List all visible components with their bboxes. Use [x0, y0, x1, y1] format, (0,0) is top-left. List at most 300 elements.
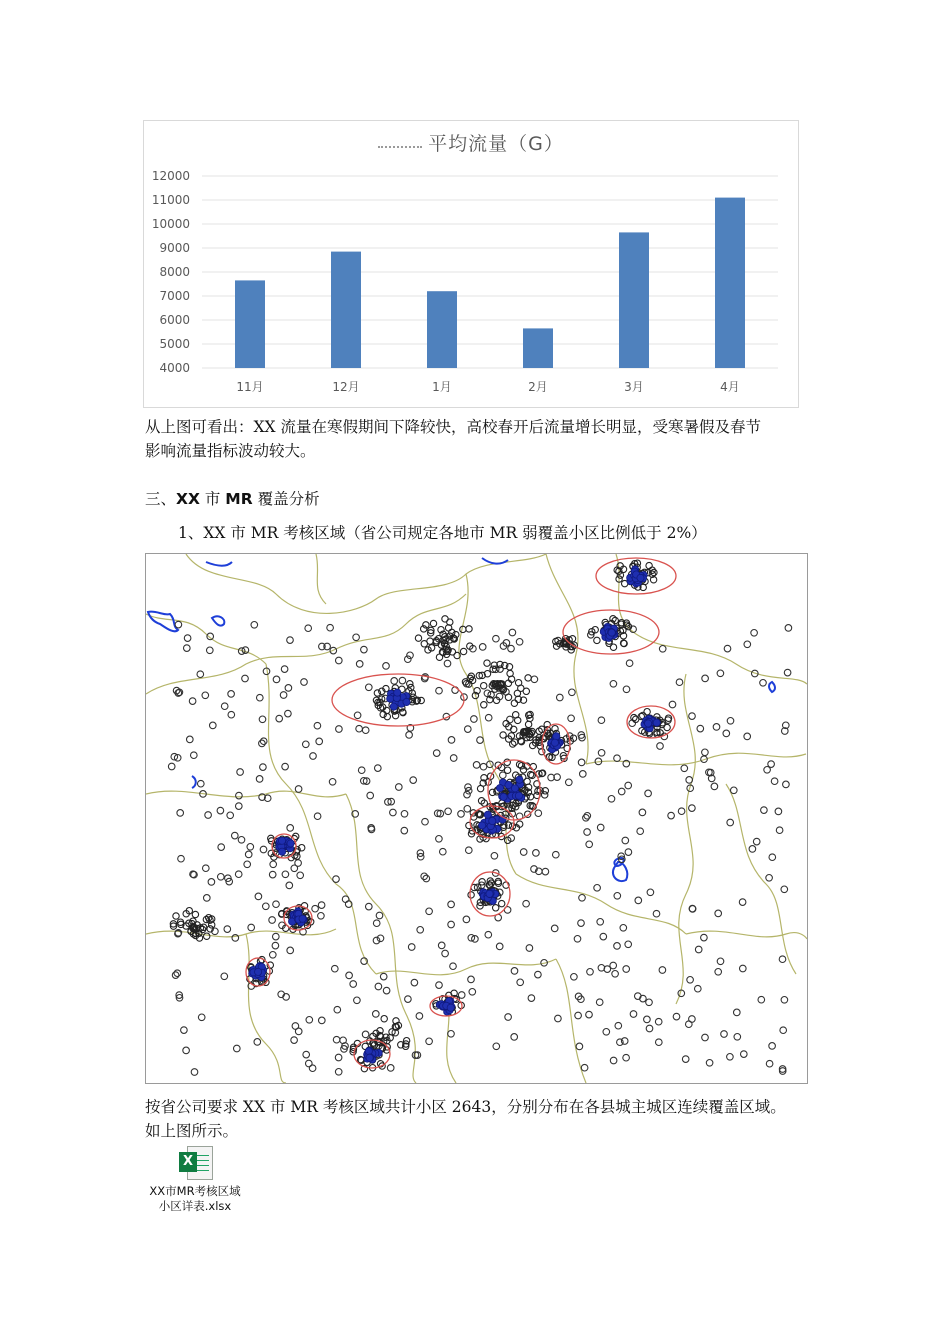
cell-marker	[415, 635, 421, 641]
cell-marker	[207, 647, 214, 654]
cell-marker	[358, 767, 365, 774]
cell-marker	[263, 903, 270, 910]
cell-marker	[282, 871, 289, 878]
cell-marker	[600, 933, 607, 940]
cell-marker	[202, 692, 209, 699]
cell-marker	[197, 671, 204, 678]
cell-marker	[468, 892, 474, 898]
cluster-point	[486, 890, 493, 897]
cell-marker	[734, 1034, 741, 1041]
cell-marker	[516, 639, 523, 646]
cell-marker	[383, 663, 390, 670]
cell-marker	[191, 1069, 198, 1076]
cell-marker	[234, 1045, 241, 1052]
cluster-point	[505, 781, 512, 788]
cell-marker	[273, 676, 280, 683]
cell-marker	[236, 792, 243, 799]
cell-marker	[695, 985, 702, 992]
cell-marker	[319, 1017, 326, 1024]
cell-marker	[236, 803, 243, 810]
cell-marker	[384, 707, 390, 713]
cell-marker	[526, 945, 533, 952]
cell-marker	[458, 992, 465, 999]
cell-marker	[625, 782, 632, 789]
cell-marker	[721, 1031, 728, 1038]
cell-marker	[327, 624, 334, 631]
cell-marker	[575, 1012, 582, 1019]
cluster-point	[653, 719, 660, 726]
assessment-summary-line-1: 按省公司要求 XX 市 MR 考核区域共计小区 2643，分别分布在各县城主城区连续覆盖区域。	[145, 1098, 786, 1116]
cell-marker	[227, 812, 234, 819]
excel-file-icon[interactable]	[179, 1146, 211, 1180]
attachment-filename[interactable]	[140, 1184, 250, 1214]
cell-marker	[702, 675, 709, 682]
chart-title-text: 平均流量（G）	[428, 133, 564, 155]
cell-marker	[659, 646, 666, 653]
cell-marker	[204, 933, 210, 939]
cell-marker	[342, 896, 349, 903]
cell-marker	[625, 941, 632, 948]
cell-marker	[551, 925, 558, 932]
cell-marker	[256, 776, 263, 783]
cell-marker	[399, 677, 406, 684]
cell-marker	[387, 1065, 394, 1072]
cell-marker	[496, 943, 503, 950]
y-tick-label: 5000	[159, 337, 190, 351]
cell-marker	[511, 1034, 518, 1041]
cell-marker	[484, 660, 490, 666]
cell-marker	[586, 1011, 593, 1018]
cell-marker	[493, 1043, 500, 1050]
cell-marker	[285, 685, 292, 692]
cell-marker	[520, 849, 527, 856]
cell-marker	[175, 621, 182, 628]
cell-marker	[681, 765, 688, 772]
cell-marker	[493, 635, 500, 642]
cell-marker	[426, 908, 433, 915]
cell-marker	[678, 808, 685, 815]
cluster-point	[366, 1054, 373, 1061]
cell-marker	[727, 819, 734, 826]
cell-marker	[198, 780, 205, 787]
cell-marker	[505, 1014, 512, 1021]
x-tick-label: 4月	[720, 380, 740, 394]
cell-marker	[727, 718, 734, 725]
cell-marker	[260, 764, 267, 771]
cell-marker	[242, 675, 249, 682]
cell-marker	[218, 874, 225, 881]
cluster-point	[387, 695, 394, 702]
cell-marker	[245, 851, 252, 858]
cell-marker	[760, 680, 767, 687]
cell-marker	[199, 926, 205, 932]
cell-marker	[291, 865, 298, 872]
cell-marker	[373, 920, 380, 927]
cell-marker	[578, 920, 585, 927]
cell-marker	[436, 836, 443, 843]
dense-cell-clusters	[249, 566, 661, 1063]
cell-marker	[221, 703, 228, 710]
cell-marker	[273, 901, 280, 908]
bar-2	[331, 252, 361, 368]
cell-marker	[581, 1064, 588, 1071]
cell-marker	[228, 711, 235, 718]
cell-marker	[597, 919, 604, 926]
cell-marker	[637, 828, 644, 835]
chart-canvas	[144, 121, 798, 407]
cell-marker	[183, 1047, 190, 1054]
cell-marker	[270, 952, 277, 959]
cell-marker	[697, 725, 704, 732]
subsection-heading: 1、XX 市 MR 考核区域（省公司规定各地市 MR 弱覆盖小区比例低于 2%）	[178, 524, 707, 542]
cell-marker	[465, 726, 472, 733]
cluster-point	[403, 698, 410, 705]
cluster-point	[255, 968, 262, 975]
cell-marker	[653, 910, 660, 917]
cell-marker	[450, 963, 457, 970]
cell-marker	[375, 765, 382, 772]
cell-marker	[367, 792, 374, 799]
cell-marker	[422, 818, 429, 825]
cell-marker	[724, 645, 731, 652]
cell-marker	[583, 815, 590, 822]
cell-marker	[440, 848, 447, 855]
y-tick-label: 8000	[159, 265, 190, 279]
cell-marker	[335, 1054, 342, 1061]
cluster-point	[479, 822, 486, 829]
cell-marker	[306, 1017, 313, 1024]
cell-marker	[303, 741, 310, 748]
cell-marker	[535, 810, 542, 817]
cell-marker	[656, 1039, 663, 1046]
cell-marker	[711, 783, 718, 790]
cell-marker	[623, 1054, 630, 1061]
cluster-point	[390, 703, 397, 710]
cell-marker	[508, 645, 515, 652]
cell-marker	[380, 973, 387, 980]
bar-5	[619, 232, 649, 368]
cell-marker	[204, 895, 211, 902]
cell-marker	[187, 736, 194, 743]
cell-marker	[273, 933, 280, 940]
y-tick-label: 7000	[159, 289, 190, 303]
cell-marker	[251, 622, 258, 629]
attachment-filename-line-2: 小区详表.xlsx	[158, 1199, 232, 1213]
section-city-placeholder: XX	[176, 490, 200, 508]
cell-marker	[686, 777, 693, 784]
cluster-point	[484, 811, 491, 818]
cell-marker	[189, 698, 196, 705]
cell-marker	[669, 701, 676, 708]
cell-marker	[329, 779, 336, 786]
cell-marker	[198, 1014, 205, 1021]
cell-marker	[287, 825, 294, 832]
cell-marker	[448, 1031, 455, 1038]
cell-marker	[473, 762, 480, 769]
cell-marker	[346, 972, 353, 979]
cell-marker	[761, 807, 768, 814]
mr-coverage-map	[145, 553, 808, 1084]
cell-marker	[168, 763, 175, 770]
cell-marker	[390, 809, 397, 816]
cell-marker	[361, 646, 368, 653]
section-heading	[145, 487, 320, 511]
cell-marker	[620, 925, 627, 932]
cell-marker	[303, 1051, 310, 1058]
excel-attachment[interactable]	[140, 1146, 250, 1214]
cell-marker	[375, 983, 382, 990]
cell-marker	[480, 763, 487, 770]
cell-marker	[460, 648, 466, 654]
cell-marker	[184, 645, 191, 652]
cell-marker	[458, 811, 465, 818]
bar-4	[523, 328, 553, 368]
cell-marker	[780, 1027, 787, 1034]
cell-marker	[401, 811, 408, 818]
cell-marker	[228, 691, 235, 698]
cell-marker	[281, 666, 288, 673]
y-tick-label: 12000	[151, 169, 190, 183]
cluster-point	[516, 776, 523, 783]
cell-marker	[224, 926, 231, 933]
cell-marker	[316, 738, 323, 745]
cell-marker	[450, 755, 457, 762]
cell-marker	[579, 895, 586, 902]
cell-marker	[625, 849, 632, 856]
assessment-summary-paragraph	[145, 1095, 810, 1143]
cell-marker	[463, 916, 470, 923]
cell-marker	[525, 675, 531, 681]
cell-marker	[235, 871, 242, 878]
x-tick-label: 11月	[236, 380, 264, 394]
cell-marker	[608, 796, 615, 803]
cell-marker	[615, 1022, 622, 1029]
cell-marker	[702, 1034, 709, 1041]
cell-marker	[555, 1015, 562, 1022]
cell-marker	[269, 871, 276, 878]
cell-marker	[612, 971, 619, 978]
traffic-bar-chart	[143, 120, 799, 408]
cell-marker	[614, 893, 621, 900]
cell-marker	[702, 749, 709, 756]
cell-marker	[569, 689, 576, 696]
cell-marker	[354, 712, 361, 719]
cell-marker	[491, 853, 498, 860]
cell-marker	[318, 902, 325, 909]
y-tick-label: 4000	[159, 361, 190, 375]
cell-marker	[571, 974, 578, 981]
bar-3	[427, 291, 457, 368]
cell-marker	[448, 737, 455, 744]
cell-marker	[610, 1057, 617, 1064]
cell-marker	[362, 1031, 369, 1038]
cell-marker	[576, 1043, 583, 1050]
cell-marker	[448, 901, 455, 908]
cell-marker	[314, 813, 321, 820]
cell-marker	[232, 935, 239, 942]
cell-marker	[499, 900, 505, 906]
cell-marker	[523, 900, 530, 907]
cell-marker	[644, 709, 650, 715]
section-city-word: 市	[199, 490, 226, 508]
cell-marker	[481, 702, 487, 708]
chart-title-smudge	[378, 142, 422, 148]
cell-marker	[535, 971, 542, 978]
cell-marker	[477, 737, 484, 744]
cell-marker	[356, 725, 363, 732]
cell-marker	[510, 741, 516, 747]
water-features	[148, 558, 775, 881]
cell-marker	[177, 810, 184, 817]
cell-marker	[406, 732, 413, 739]
cell-marker	[744, 641, 751, 648]
cell-marker	[701, 934, 708, 941]
cell-marker	[477, 785, 483, 791]
cell-marker	[285, 710, 292, 717]
excel-badge: X	[179, 1152, 197, 1172]
cell-marker	[340, 1037, 347, 1044]
cell-marker	[287, 637, 294, 644]
cell-marker	[469, 989, 476, 996]
cell-marker	[445, 808, 452, 815]
cell-marker	[484, 690, 491, 697]
cell-marker	[383, 987, 390, 994]
cluster-point	[489, 817, 496, 824]
cell-marker	[270, 861, 277, 868]
cell-marker	[646, 999, 653, 1006]
cell-marker	[597, 824, 604, 831]
cell-marker	[695, 946, 702, 953]
cell-marker	[442, 950, 449, 957]
section-title-suffix: 覆盖分析	[252, 490, 320, 508]
cell-marker	[758, 996, 765, 1003]
cell-marker	[410, 777, 417, 784]
cell-marker	[408, 944, 415, 951]
cell-marker	[507, 670, 513, 676]
cell-marker	[587, 969, 594, 976]
cell-marker	[354, 997, 361, 1004]
cell-marker	[257, 694, 264, 701]
cell-marker	[485, 714, 492, 721]
cell-markers	[168, 560, 791, 1075]
cell-marker	[292, 1023, 299, 1030]
x-tick-label: 2月	[528, 380, 548, 394]
cell-marker	[734, 1009, 741, 1016]
cell-marker	[781, 997, 788, 1004]
cell-marker	[238, 837, 245, 844]
cell-marker	[689, 905, 696, 912]
cell-marker	[254, 1039, 261, 1046]
cell-marker	[353, 634, 360, 641]
cell-marker	[464, 791, 471, 798]
cell-marker	[610, 644, 616, 650]
cell-marker	[751, 630, 758, 637]
cell-marker	[205, 812, 212, 819]
cell-marker	[507, 716, 514, 723]
cell-marker	[362, 727, 369, 734]
cell-marker	[217, 807, 224, 814]
cell-marker	[269, 917, 276, 924]
cell-marker	[568, 715, 575, 722]
cell-marker	[438, 942, 445, 949]
cell-marker	[580, 771, 587, 778]
cell-marker	[598, 750, 605, 757]
cell-marker	[479, 644, 486, 651]
cell-marker	[769, 1043, 776, 1050]
cell-marker	[717, 958, 724, 965]
x-tick-label: 1月	[432, 380, 452, 394]
cell-marker	[481, 683, 487, 689]
cell-marker	[336, 657, 343, 664]
cell-marker	[430, 620, 436, 626]
cell-marker	[645, 790, 652, 797]
cell-marker	[647, 889, 654, 896]
section-mr-label: MR	[225, 490, 253, 508]
cell-marker	[713, 724, 720, 731]
cell-marker	[741, 1051, 748, 1058]
cell-marker	[493, 905, 499, 911]
cell-marker	[723, 730, 730, 737]
cluster-point	[279, 848, 286, 855]
cell-marker	[210, 722, 217, 729]
chart-analysis-line-1: 从上图可看出：XX 流量在寒假期间下降较快，高校春开后流量增长明显，受寒暑假及春节	[145, 418, 761, 436]
cell-marker	[237, 769, 244, 776]
cell-marker	[295, 786, 302, 793]
cell-marker	[272, 942, 279, 949]
cell-marker	[445, 625, 451, 631]
cluster-point	[287, 840, 294, 847]
y-tick-label: 6000	[159, 313, 190, 327]
cell-marker	[203, 865, 210, 872]
cell-marker	[618, 788, 625, 795]
cell-marker	[260, 846, 267, 853]
cluster-point	[500, 793, 507, 800]
cell-marker	[646, 562, 652, 568]
cell-marker	[623, 686, 630, 693]
cell-marker	[542, 868, 549, 875]
cell-marker	[405, 996, 412, 1003]
cell-marker	[706, 1060, 713, 1067]
cell-marker	[766, 875, 773, 882]
cell-marker	[366, 684, 373, 691]
y-tick-label: 11000	[151, 193, 190, 207]
cell-marker	[623, 966, 630, 973]
cell-marker	[405, 656, 412, 663]
cell-marker	[366, 903, 373, 910]
cell-marker	[333, 1036, 340, 1043]
chart-analysis-line-2: 影响流量指标波动较大。	[145, 442, 316, 460]
assessment-summary-line-2: 如上图所示。	[145, 1122, 239, 1140]
cell-marker	[244, 861, 251, 868]
cell-marker	[594, 637, 600, 643]
cell-marker	[633, 716, 639, 722]
cell-marker	[411, 979, 418, 986]
attachment-filename-line-1: XX市MR考核区域	[149, 1184, 241, 1198]
cell-marker	[485, 931, 492, 938]
cell-marker	[468, 976, 475, 983]
cell-marker	[574, 936, 581, 943]
cell-marker	[531, 676, 538, 683]
cell-marker	[218, 844, 225, 851]
cell-marker	[622, 837, 629, 844]
cell-marker	[416, 1013, 423, 1020]
cell-marker	[644, 1016, 651, 1023]
cell-marker	[314, 722, 321, 729]
cell-marker	[783, 781, 790, 788]
cell-marker	[282, 763, 289, 770]
cell-marker	[407, 652, 414, 659]
cell-marker	[280, 692, 287, 699]
